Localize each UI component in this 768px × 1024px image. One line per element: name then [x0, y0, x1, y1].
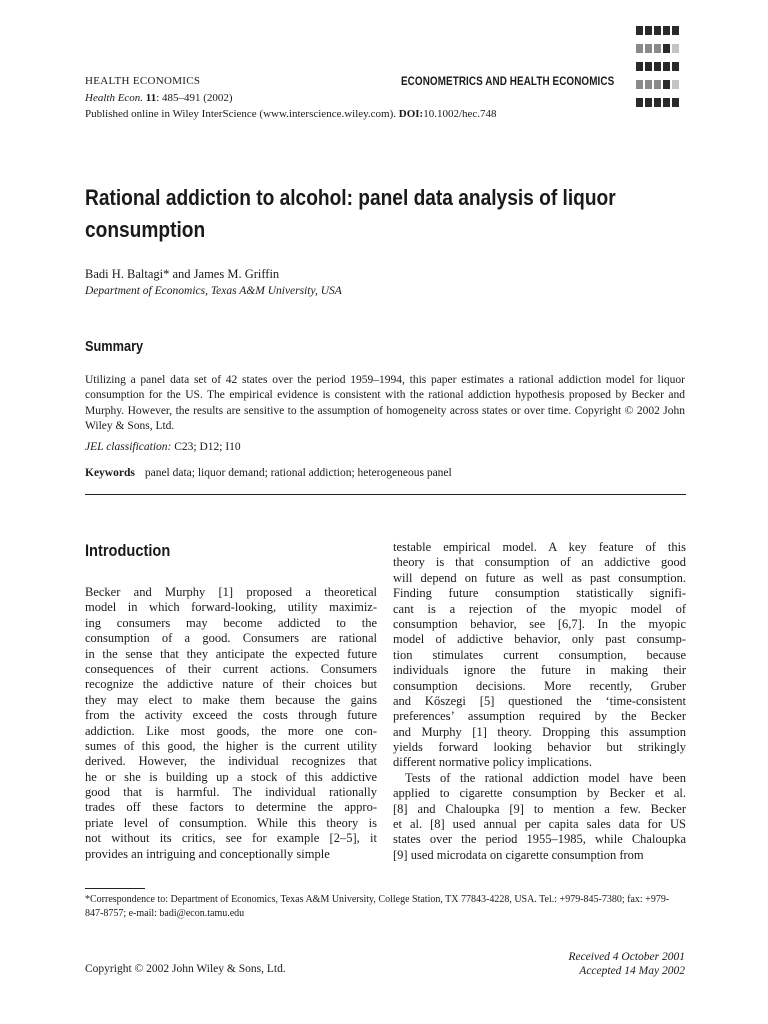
text-line: et al. [8] used annual per capita sales data for US — [393, 817, 686, 832]
publisher-logo — [636, 26, 686, 116]
logo-square — [645, 26, 652, 35]
accepted-date: Accepted 14 May 2002 — [579, 965, 685, 977]
logo-square — [672, 98, 679, 107]
text-line: Finding future consumption statistically signifi- — [393, 586, 686, 601]
introduction-heading: Introduction — [85, 541, 171, 560]
footnote-rule — [85, 888, 145, 889]
text-line: recognize the addictive nature of their choices but — [85, 677, 377, 692]
affiliation: Department of Economics, Texas A&M University, USA — [85, 285, 342, 297]
text-line: derived. However, the individual recognizes that — [85, 754, 377, 769]
text-line: and Kőszegi [5] questioned the ‘time-consistent — [393, 693, 686, 708]
logo-square — [654, 98, 661, 107]
citation-volume: 11 — [145, 92, 157, 104]
logo-square — [663, 44, 670, 53]
publication-info — [85, 106, 497, 123]
text-line: consumption behavior, see [6,7]. In the myopic — [393, 616, 686, 631]
logo-square — [636, 98, 643, 107]
text-line: will depend on future as well as past consumption. — [393, 570, 686, 585]
introduction-left-column — [85, 585, 377, 862]
logo-square — [672, 80, 679, 89]
logo-square — [636, 62, 643, 71]
citation — [85, 90, 233, 107]
logo-square — [636, 80, 643, 89]
logo-row — [636, 62, 686, 71]
keywords-label: Keywords — [85, 467, 135, 479]
citation-pages: : 485–491 (2002) — [156, 92, 233, 104]
correspondence-footnote: *Correspondence to: Department of Economics, Texas A&M University, College Station, TX 77843-4228, USA. Tel.: +979-845-7380; fax: +979-847-8757; e-mail: badi@econ.tamu.edu — [85, 894, 670, 919]
summary-heading: Summary — [85, 339, 144, 355]
journal-name: HEALTH ECONOMICS — [85, 75, 201, 87]
text-line: ing consumers may become addicted to the — [85, 615, 377, 630]
introduction-right-column — [393, 540, 686, 863]
text-line: he or she is building up a stock of this addictive — [85, 769, 377, 784]
text-line: applied to cigarette consumption by Becker et al. — [393, 786, 686, 801]
section-divider — [85, 494, 686, 495]
text-line: Tests of the rational addiction model have been — [405, 770, 686, 785]
text-line: theory is that consumption of an addictive good — [393, 555, 686, 570]
text-line: consumption decisions. More recently, Gruber — [393, 678, 686, 693]
text-line: in the sense that they anticipate the expected future — [85, 646, 377, 661]
text-line: preferences’ assumption required by the Becker — [393, 709, 686, 724]
logo-row — [636, 98, 686, 107]
authors: Badi H. Baltagi* and James M. Griffin — [85, 267, 280, 281]
text-line: cant is a rejection of the myopic model of — [393, 601, 686, 616]
logo-square — [654, 80, 661, 89]
jel-classification — [85, 441, 241, 453]
doi-label: DOI: — [398, 108, 424, 120]
logo-square — [663, 26, 670, 35]
text-line: trades off these factors to determine the appro- — [85, 800, 377, 815]
text-line: consumption of a good. Consumers are rational — [85, 631, 377, 646]
logo-square — [663, 98, 670, 107]
jel-value: C23; D12; I10 — [174, 441, 241, 453]
logo-row — [636, 44, 686, 53]
logo-square — [672, 26, 679, 35]
logo-square — [636, 26, 643, 35]
text-line: tion stimulates current consumption, because — [393, 647, 686, 662]
logo-square — [645, 98, 652, 107]
title-line: Rational addiction to alcohol: panel data analysis of liquor — [85, 185, 616, 210]
doi-link[interactable]: 10.1002/hec.748 — [423, 108, 497, 120]
logo-row — [636, 26, 686, 35]
logo-square — [654, 26, 661, 35]
logo-square — [645, 62, 652, 71]
keywords-value: panel data; liquor demand; rational addiction; heterogeneous panel — [144, 467, 452, 479]
keywords — [85, 467, 452, 479]
logo-square — [663, 62, 670, 71]
text-line: [8] and Chaloupka [9] to mention a few. Becker — [393, 801, 686, 816]
text-line: provides an intriguing and conceptionally simple — [85, 846, 330, 861]
citation-journal: Health Econ. — [85, 92, 144, 104]
text-line: consequences of their current actions. Consumers — [85, 661, 377, 676]
text-line: addiction. Like most goods, the more one con- — [85, 723, 377, 738]
logo-square — [663, 80, 670, 89]
text-line: good that is harmful. The individual rationally — [85, 785, 377, 800]
jel-label: JEL classification: — [85, 441, 172, 453]
text-line: priate level of consumption. While this theory is — [85, 815, 377, 830]
text-line: states over the period 1955–1985, while Chaloupka — [393, 832, 686, 847]
text-line: yields forward looking behavior but strikingly — [393, 740, 686, 755]
text-line: model in which forward-looking, utility maximiz- — [85, 600, 377, 615]
article-title — [85, 182, 685, 246]
text-line: model of addictive behavior, only past consump- — [393, 632, 686, 647]
logo-square — [672, 62, 679, 71]
text-line: individuals ignore the future in making their — [393, 663, 686, 678]
received-date: Received 4 October 2001 — [568, 951, 685, 963]
logo-square — [654, 62, 661, 71]
published-online: Published online in Wiley InterScience (www.interscience.wiley.com). — [85, 108, 399, 120]
text-line: Becker and Murphy [1] proposed a theoretical — [85, 585, 377, 599]
text-line: they may elect to make them because the gains — [85, 692, 377, 707]
text-line: from the activity exceed the costs through future — [85, 708, 377, 723]
received-dates — [568, 950, 685, 978]
text-line: testable empirical model. A key feature of this — [393, 540, 686, 554]
logo-square — [636, 44, 643, 53]
section-tag: ECONOMETRICS AND HEALTH ECONOMICS — [401, 76, 615, 88]
text-line: not without its critics, see for example [2–5], it — [85, 831, 377, 846]
title-line: consumption — [85, 217, 206, 242]
text-line: and Murphy [1] theory. Dropping this assumption — [393, 724, 686, 739]
text-line: different normative policy implications. — [393, 755, 593, 770]
text-line: sumes of this good, the higher is the current utility — [85, 738, 377, 753]
logo-row — [636, 80, 686, 89]
text-line: [9] used microdata on cigarette consumption from — [393, 847, 644, 862]
copyright: Copyright © 2002 John Wiley & Sons, Ltd. — [85, 963, 286, 975]
summary-text: Utilizing a panel data set of 42 states over the period 1959–1994, this paper estimates a rational addiction model for liquor consumption for the US. The empirical evidence is consistent with the rational addiction hypothesis proposed by Becker and Murphy. However, the results are sensitive to the assumption of homogeneity across states or over time. Copyright © 2002 John Wiley & Sons, Ltd. — [85, 374, 685, 433]
logo-square — [654, 44, 661, 53]
logo-square — [645, 80, 652, 89]
logo-square — [645, 44, 652, 53]
logo-square — [672, 44, 679, 53]
